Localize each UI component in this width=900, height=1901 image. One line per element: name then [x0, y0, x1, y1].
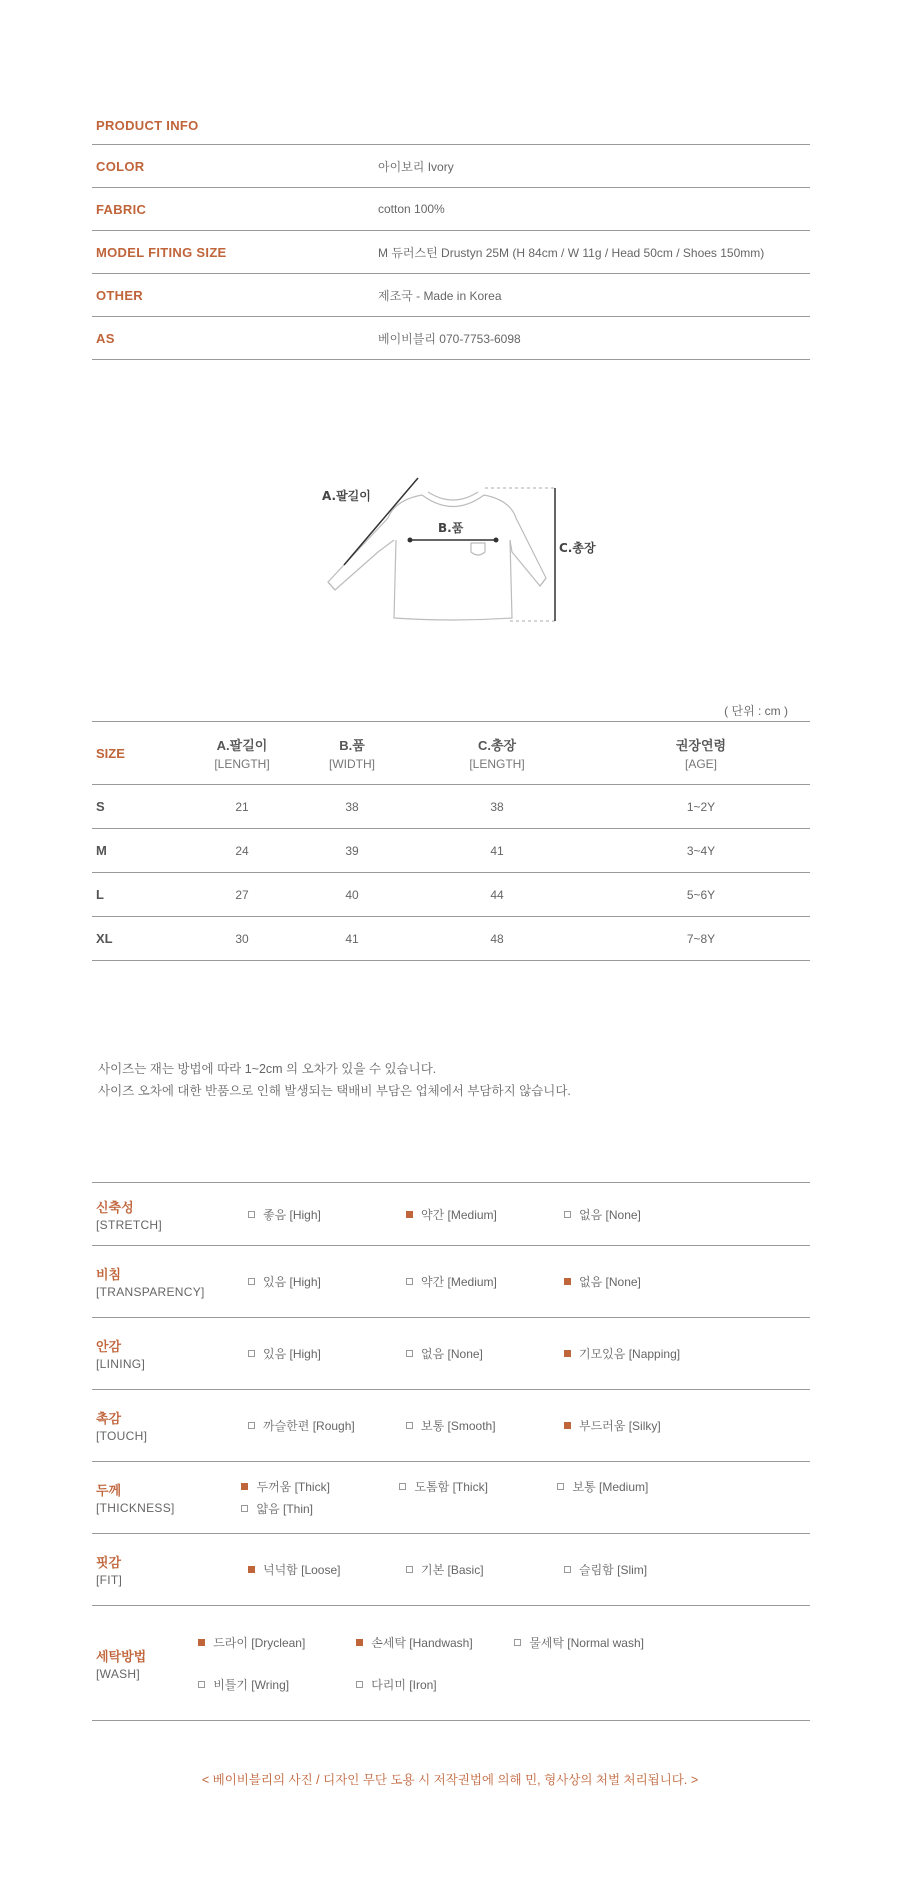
attribute-subtitle: [THICKNESS]	[96, 1501, 175, 1515]
attribute-row	[92, 1246, 810, 1318]
size-cell-b: 39	[345, 843, 359, 858]
size-cell-size: M	[96, 843, 107, 858]
attribute-option	[564, 1203, 722, 1225]
info-key: COLOR	[96, 158, 145, 174]
attribute-option-label: 얇음 [Thin]	[256, 1502, 314, 1516]
attribute-option	[356, 1631, 514, 1653]
unchecked-box-icon	[406, 1422, 413, 1429]
tshirt-outline-icon	[328, 488, 555, 621]
col-header-title: 권장연령	[675, 738, 727, 753]
unchecked-box-icon	[564, 1211, 571, 1218]
col-header-title: C.총장	[477, 738, 517, 753]
unchecked-box-icon	[241, 1505, 248, 1512]
size-cell-age: 5~6Y	[686, 887, 716, 902]
size-cell-b: 38	[345, 799, 359, 814]
attribute-option-label: 넉넉함 [Loose]	[263, 1563, 341, 1577]
unit-label: ( 단위 : cm )	[724, 704, 788, 718]
attribute-option-label: 부드러움 [Silky]	[579, 1419, 661, 1433]
col-header-sub: [WIDTH]	[329, 757, 375, 771]
info-value: 베이비블리 070-7753-6098	[378, 331, 521, 346]
checked-box-icon	[241, 1483, 248, 1490]
attribute-option-label: 약간 [Medium]	[421, 1275, 497, 1289]
attribute-row	[92, 1462, 810, 1534]
attribute-option-label: 좋음 [High]	[263, 1207, 321, 1222]
attribute-option	[557, 1476, 715, 1498]
unchecked-box-icon	[564, 1566, 571, 1573]
unchecked-box-icon	[399, 1483, 406, 1490]
info-key: OTHER	[96, 287, 143, 303]
size-cell-a: 30	[235, 931, 249, 946]
copyright-notice: < 베이비블리의 사진 / 디자인 무단 도용 시 저작권법에 의해 민, 형사상의 처벌 처리됩니다. >	[201, 1773, 699, 1787]
size-table	[92, 721, 810, 961]
attribute-subtitle: [TRANSPARENCY]	[96, 1285, 205, 1299]
size-cell-b: 40	[345, 887, 359, 902]
note-line: 사이즈 오차에 대한 반품으로 인해 발생되는 택배비 부담은 업체에서 부담하지 않습니다.	[98, 1084, 571, 1098]
attribute-option	[248, 1415, 406, 1437]
attribute-option	[514, 1631, 672, 1653]
attribute-label	[92, 1336, 248, 1371]
attribute-option	[406, 1559, 564, 1581]
attribute-option	[672, 1631, 792, 1653]
attribute-title: 촉감	[96, 1411, 122, 1426]
attribute-subtitle: [LINING]	[96, 1357, 146, 1371]
attribute-label	[92, 1552, 248, 1587]
attribute-subtitle: [FIT]	[96, 1573, 123, 1587]
attribute-option	[248, 1203, 406, 1225]
attribute-option-label: 도톰함 [Thick]	[414, 1480, 488, 1494]
unchecked-box-icon	[406, 1350, 413, 1357]
attribute-option	[198, 1631, 356, 1653]
info-row-other	[92, 274, 810, 317]
col-header-sub: [LENGTH]	[469, 757, 525, 771]
unchecked-box-icon	[557, 1483, 564, 1490]
info-value: 제조국 - Made in Korea	[378, 288, 502, 303]
size-table-header	[92, 722, 810, 785]
info-value: M 듀러스틴 Drustyn 25M (H 84cm / W 11g / Head 50cm / Shoes 150mm)	[378, 245, 765, 260]
attribute-row	[92, 1606, 810, 1721]
col-header-sub: [AGE]	[684, 757, 717, 771]
attribute-option	[241, 1476, 399, 1498]
unchecked-box-icon	[406, 1278, 413, 1285]
size-row	[92, 917, 810, 961]
info-value: 아이보리 Ivory	[378, 159, 454, 174]
size-cell-size: L	[96, 887, 104, 902]
attribute-title: 세탁방법	[96, 1648, 147, 1664]
attribute-option	[406, 1343, 564, 1365]
info-row-as	[92, 317, 810, 360]
size-cell-b: 41	[345, 931, 359, 946]
attribute-option-label: 기본 [Basic]	[421, 1563, 484, 1577]
info-row-fabric	[92, 188, 810, 231]
size-row	[92, 873, 810, 917]
size-cell-c: 38	[490, 799, 504, 814]
size-cell-a: 21	[235, 799, 249, 814]
attribute-label	[92, 1646, 198, 1681]
checked-box-icon	[564, 1350, 571, 1357]
size-cell-c: 44	[490, 887, 504, 902]
info-key: MODEL FITING SIZE	[96, 244, 227, 260]
width-point	[408, 538, 413, 543]
attribute-option	[406, 1203, 564, 1225]
product-info-heading: PRODUCT INFO	[92, 106, 810, 145]
unchecked-box-icon	[248, 1278, 255, 1285]
attribute-option	[564, 1343, 722, 1365]
attribute-option	[248, 1559, 406, 1581]
attribute-subtitle: [STRETCH]	[96, 1217, 163, 1232]
attribute-option-label: 드라이 [Dryclean]	[213, 1635, 306, 1650]
checked-box-icon	[198, 1639, 205, 1646]
unchecked-box-icon	[356, 1681, 363, 1688]
col-header-b	[302, 735, 402, 771]
attribute-option-label: 물세탁 [Normal wash]	[529, 1635, 644, 1650]
attribute-option-label: 까슬한편 [Rough]	[263, 1419, 355, 1433]
size-row	[92, 785, 810, 829]
attribute-option-label: 슬림함 [Slim]	[579, 1563, 648, 1577]
col-header-title: A.팔길이	[216, 738, 268, 753]
size-cell-size: XL	[96, 931, 113, 946]
col-header-sub: [LENGTH]	[214, 757, 270, 771]
size-cell-age: 7~8Y	[686, 931, 716, 946]
attribute-label	[92, 1408, 248, 1443]
size-cell-age: 3~4Y	[686, 843, 716, 858]
attribute-option-label: 있음 [High]	[263, 1275, 321, 1289]
attribute-title: 안감	[96, 1339, 122, 1354]
attribute-row	[92, 1534, 810, 1606]
label-width: B.품	[438, 521, 464, 535]
size-row	[92, 829, 810, 873]
info-row-color	[92, 145, 810, 188]
col-header-a	[182, 735, 302, 771]
attribute-option-label: 약간 [Medium]	[421, 1207, 497, 1222]
attribute-subtitle: [TOUCH]	[96, 1429, 148, 1443]
info-row-model-size	[92, 231, 810, 274]
attribute-option	[399, 1476, 557, 1498]
attribute-title: 비침	[96, 1267, 122, 1282]
attribute-option-label: 기모있음 [Napping]	[579, 1347, 681, 1361]
info-value: cotton 100%	[378, 202, 445, 216]
checked-box-icon	[406, 1211, 413, 1218]
unchecked-box-icon	[248, 1422, 255, 1429]
size-cell-a: 24	[235, 843, 249, 858]
attribute-label	[92, 1264, 248, 1299]
attribute-label	[92, 1197, 248, 1232]
size-cell-c: 41	[490, 843, 504, 858]
col-header-c	[402, 735, 592, 771]
label-total-length: C.총장	[559, 541, 596, 555]
label-arm-length: A.팔길이	[322, 489, 371, 503]
attribute-option-label: 손세탁 [Handwash]	[371, 1635, 473, 1650]
attribute-subtitle: [WASH]	[96, 1666, 141, 1681]
attribute-title: 두께	[96, 1483, 122, 1498]
attribute-row	[92, 1390, 810, 1462]
size-cell-c: 48	[490, 931, 504, 946]
checked-box-icon	[564, 1278, 571, 1285]
size-cell-age: 1~2Y	[686, 799, 716, 814]
size-cell-a: 27	[235, 887, 249, 902]
attribute-option-label: 다리미 [Iron]	[371, 1677, 437, 1692]
checked-box-icon	[564, 1422, 571, 1429]
attribute-option	[406, 1271, 564, 1293]
note-line: 사이즈는 재는 방법에 따라 1~2cm 의 오차가 있을 수 있습니다.	[98, 1062, 437, 1076]
checked-box-icon	[356, 1639, 363, 1646]
fabric-attributes-table	[92, 1182, 810, 1721]
size-notes	[98, 1058, 571, 1102]
size-header: SIZE	[96, 745, 125, 761]
attribute-option	[564, 1559, 722, 1581]
unchecked-box-icon	[514, 1639, 521, 1646]
attribute-option-label: 없음 [None]	[579, 1275, 641, 1289]
attribute-option	[241, 1498, 361, 1520]
size-cell-size: S	[96, 799, 105, 814]
attribute-option	[248, 1343, 406, 1365]
attribute-option	[406, 1415, 564, 1437]
unchecked-box-icon	[248, 1350, 255, 1357]
attribute-row	[92, 1183, 810, 1246]
garment-measurement-diagram	[310, 470, 610, 630]
checked-box-icon	[248, 1566, 255, 1573]
attribute-label	[92, 1480, 241, 1515]
unchecked-box-icon	[248, 1211, 255, 1218]
attribute-title: 신축성	[96, 1199, 134, 1215]
unchecked-box-icon	[406, 1566, 413, 1573]
attribute-option-label: 보통 [Medium]	[572, 1480, 649, 1494]
attribute-option-label: 있음 [High]	[263, 1347, 321, 1361]
info-key: FABRIC	[96, 201, 147, 217]
attribute-option	[248, 1271, 406, 1293]
attribute-option	[356, 1673, 514, 1695]
attribute-option-label: 없음 [None]	[579, 1207, 641, 1222]
info-key: AS	[96, 330, 115, 346]
attribute-option-label: 없음 [None]	[421, 1347, 483, 1361]
attribute-option-label: 보통 [Smooth]	[421, 1419, 496, 1433]
attribute-option	[564, 1415, 722, 1437]
attribute-row	[92, 1318, 810, 1390]
col-header-title: B.품	[339, 738, 365, 753]
attribute-option-label: 두꺼움 [Thick]	[256, 1480, 330, 1494]
col-header-age	[592, 735, 810, 771]
attribute-option-label: 비틀기 [Wring]	[213, 1677, 290, 1692]
product-info-table	[92, 106, 810, 360]
width-point	[494, 538, 499, 543]
unchecked-box-icon	[198, 1681, 205, 1688]
attribute-title: 핏감	[96, 1555, 122, 1570]
attribute-option	[198, 1673, 356, 1695]
attribute-option	[564, 1271, 722, 1293]
